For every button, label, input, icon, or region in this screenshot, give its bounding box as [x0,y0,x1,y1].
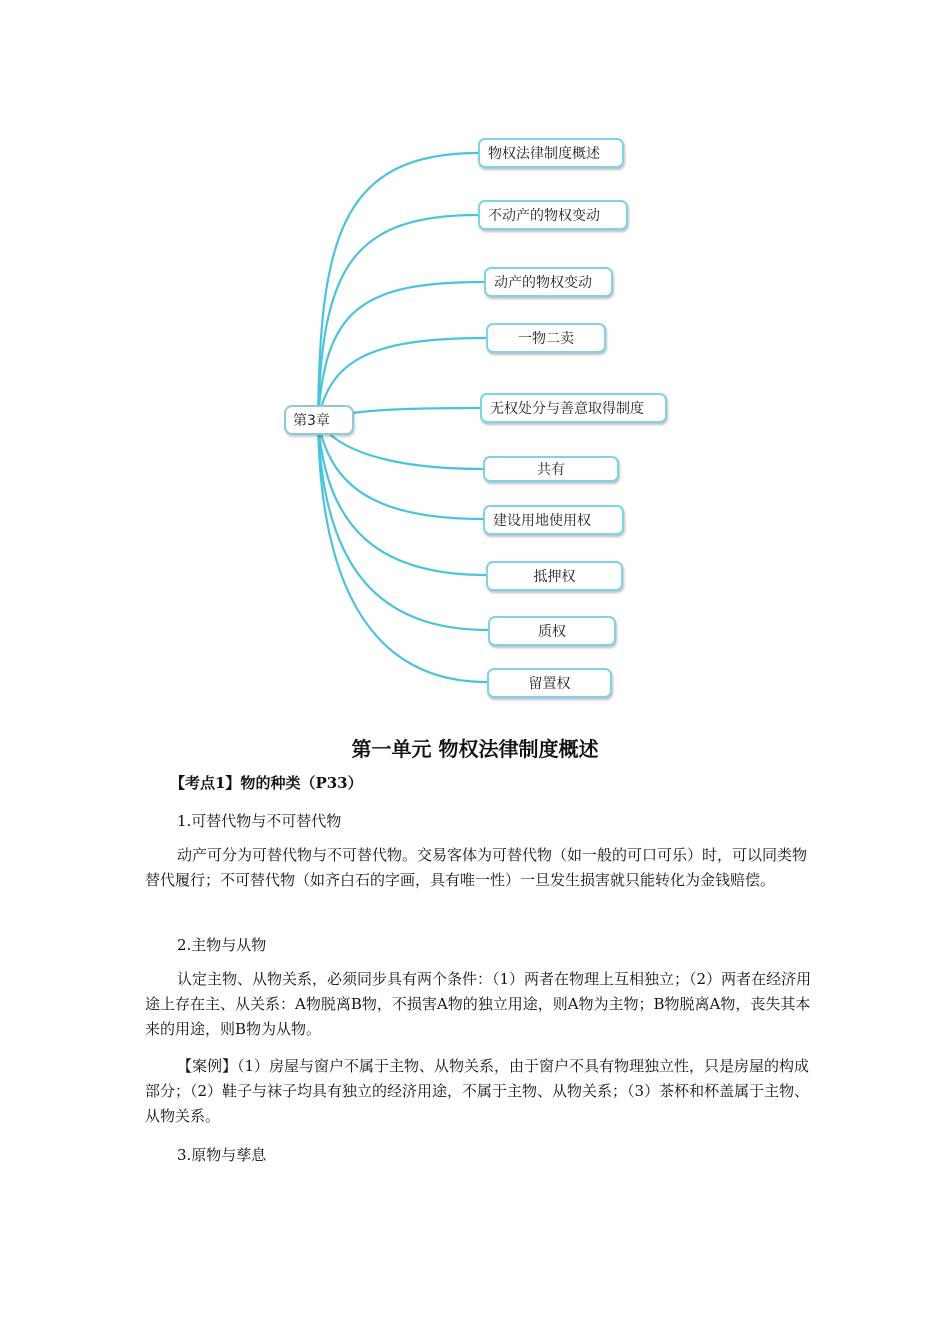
paragraph-1: 动产可分为可替代物与不可替代物。交易客体为可替代物（如一般的可口可乐）时，可以同类物替代履行；不可替代物（如齐白石的字画，具有唯一性）一旦发生损害就只能转化为金钱赔偿。 [145,846,808,889]
mindmap-node-movable: 动产的物权变动 [484,267,613,297]
mindmap-node-land-use: 建设用地使用权 [483,505,624,535]
mindmap-node-immovable: 不动产的物权变动 [478,200,628,230]
section-heading-3: 3.原物与孳息 [177,1146,267,1164]
mindmap-node-overview: 物权法律制度概述 [478,138,624,168]
page-title: 第一单元 物权法律制度概述 [351,737,599,761]
mindmap-node-pledge: 质权 [488,616,616,646]
mindmap-root: 第3章 [284,405,354,435]
mindmap-node-good-faith: 无权处分与善意取得制度 [480,393,667,423]
section-heading-1: 1.可替代物与不可替代物 [177,812,342,830]
mindmap-node-lien: 留置权 [487,668,612,698]
mindmap-node-double-sale: 一物二卖 [486,323,606,353]
section-heading-2: 2.主物与从物 [177,936,267,954]
kaodian-heading: 【考点1】物的种类（P33） [170,774,363,792]
mindmap-node-mortgage: 抵押权 [486,561,623,591]
paragraph-2: 认定主物、从物关系，必须同步具有两个条件：（1）两者在物理上互相独立；（2）两者在经济用途上存在主、从关系：A物脱离B物，不损害A物的独立用途，则A物为主物；B物脱离A物，丧失其本来的用途，则B物为从物。 [145,970,812,1038]
paragraph-case: 【案例】（1）房屋与窗户不属于主物、从物关系，由于窗户不具有物理独立性，只是房屋的构成部分；（2）鞋子与袜子均具有独立的经济用途，不属于主物、从物关系；（3）茶杯和杯盖属于主物、从物关系。 [145,1057,810,1125]
mindmap-node-co-ownership: 共有 [483,456,619,482]
